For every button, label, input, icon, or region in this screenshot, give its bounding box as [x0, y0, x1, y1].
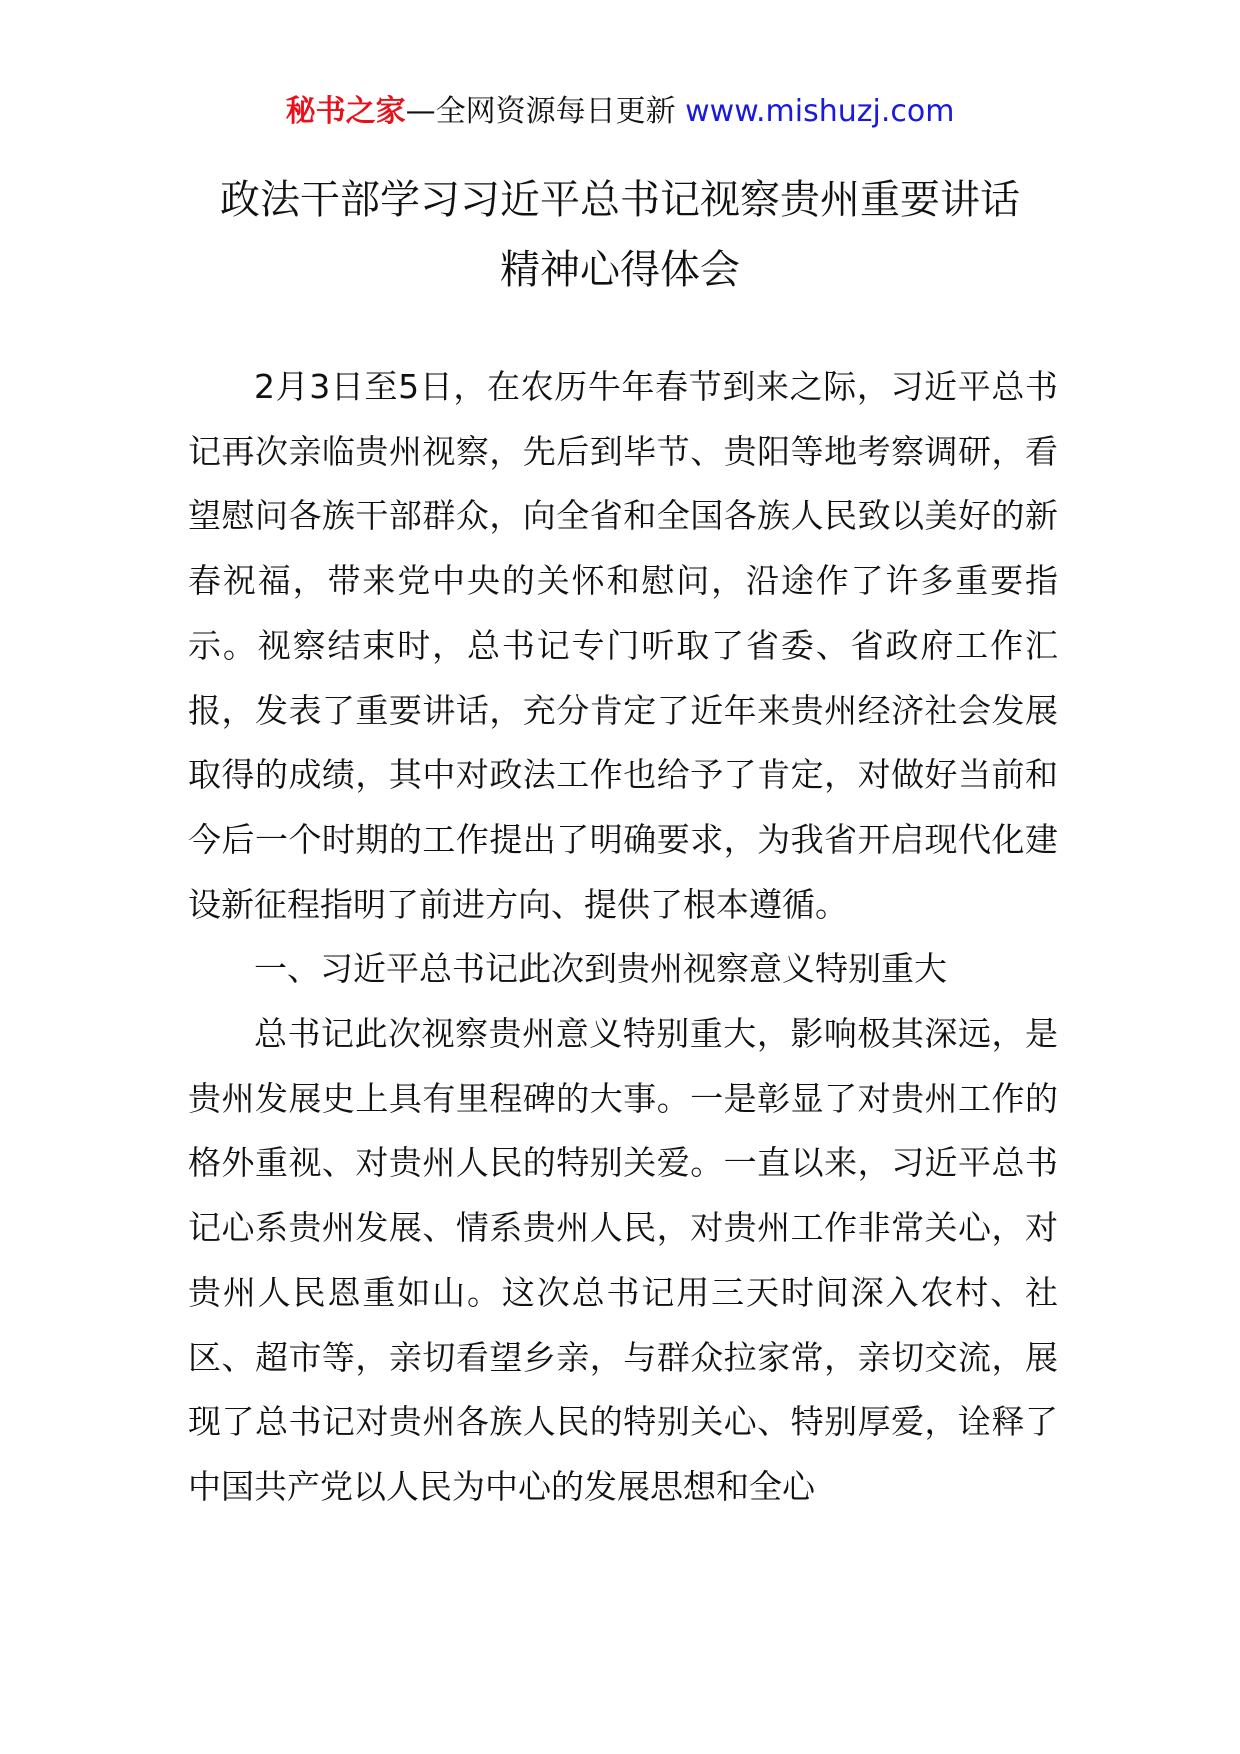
- site-header: [0, 92, 1240, 132]
- title-line-2: 精神心得体会: [500, 247, 740, 293]
- paragraph-section-1: 总书记此次视察贵州意义特别重大，影响极其深远，是贵州发展史上具有里程碑的大事。一是彰显了对贵州工作的格外重视、对贵州人民的特别关爱。一直以来，习近平总书记心系贵州发展、情系贵州人民，对贵州工作非常关心，对贵州人民恩重如山。这次总书记用三天时间深入农村、社区、超市等，亲切看望乡亲，与群众拉家常，亲切交流，展现了总书记对贵州各族人民的特别关心、特别厚爱，诠释了中国共产党以人民为中心的发展思想和全心: [188, 1014, 1058, 1506]
- section-heading-1: 一、习近平总书记此次到贵州视察意义特别重大: [254, 949, 947, 989]
- title-line-1: 政法干部学习习近平总书记视察贵州重要讲话: [220, 177, 1020, 223]
- document-title: [0, 165, 1240, 305]
- site-tagline: —全网资源每日更新: [405, 94, 676, 129]
- site-url-link[interactable]: www.mishuzj.com: [685, 94, 955, 129]
- brand-name: 秘书之家: [285, 94, 406, 129]
- paragraph-intro: 2月3日至5日，在农历牛年春节到来之际，习近平总书记再次亲临贵州视察，先后到毕节、贵阳等地考察调研，看望慰问各族干部群众，向全省和全国各族人民致以美好的新春祝福，带来党中央的关怀和慰问，沿途作了许多重要指示。视察结束时，总书记专门听取了省委、省政府工作汇报，发表了重要讲话，充分肯定了近年来贵州经济社会发展取得的成绩，其中对政法工作也给予了肯定，对做好当前和今后一个时期的工作提出了明确要求，为我省开启现代化建设新征程指明了前进方向、提供了根本遵循。: [188, 367, 1058, 924]
- document-body: [188, 355, 1058, 1520]
